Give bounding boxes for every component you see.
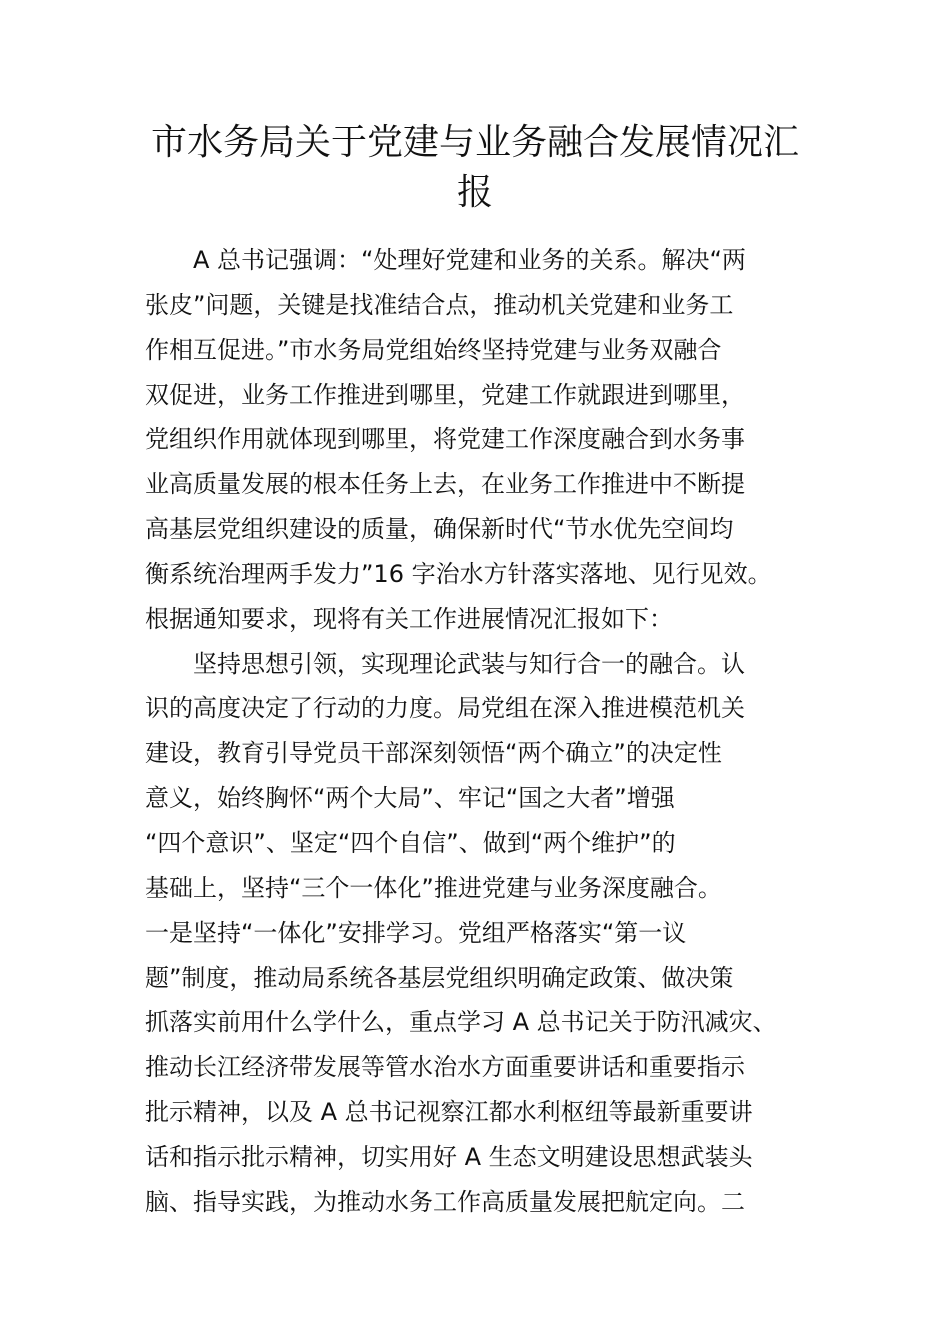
body-line: 坚持思想引领，实现理论武装与知行合一的融合。认 — [193, 650, 745, 678]
body-line: 建设，教育引导党员干部深刻领悟“两个确立”的决定性 — [145, 739, 722, 767]
body-line: 意义，始终胸怀“两个大局”、牢记“国之大者”增强 — [145, 784, 675, 812]
body-line: 高基层党组织建设的质量，确保新时代“节水优先空间均 — [145, 515, 734, 543]
body-line: 推动长江经济带发展等管水治水方面重要讲话和重要指示 — [145, 1053, 745, 1081]
body-line: 张皮”问题，关键是找准结合点，推动机关党建和业务工 — [145, 291, 734, 319]
body-line: 根据通知要求，现将有关工作进展情况汇报如下： — [145, 605, 673, 633]
body-line: 作相互促进。”市水务局党组始终坚持党建与业务双融合 — [145, 336, 722, 364]
body-line: 业高质量发展的根本任务上去，在业务工作推进中不断提 — [145, 470, 745, 498]
body-line: 抓落实前用什么学什么，重点学习 A 总书记关于防汛减灾、 — [145, 1008, 777, 1036]
document-title: 市水务局关于党建与业务融合发展情况汇报 — [150, 122, 799, 213]
body-line: 话和指示批示精神，切实用好 A 生态文明建设思想武装头 — [145, 1143, 753, 1171]
body-line: 党组织作用就体现到哪里，将党建工作深度融合到水务事 — [145, 425, 745, 453]
body-line: 衡系统治理两手发力”16 字治水方针落实落地、见行见效。 — [145, 560, 772, 588]
body-line: 批示精神，以及 A 总书记视察江都水利枢纽等最新重要讲 — [145, 1098, 753, 1126]
body-line: A 总书记强调：“处理好党建和业务的关系。解决“两 — [193, 246, 746, 274]
body-line: 题”制度，推动局系统各基层党组织明确定政策、做决策 — [145, 964, 734, 992]
body-line: 基础上，坚持“三个一体化”推进党建与业务深度融合。 — [145, 874, 722, 902]
body-line: 双促进，业务工作推进到哪里，党建工作就跟进到哪里， — [145, 381, 745, 409]
body-line: 识的高度决定了行动的力度。局党组在深入推进模范机关 — [145, 694, 745, 722]
body-line: “四个意识”、坚定“四个自信”、做到“两个维护”的 — [145, 829, 676, 857]
body-line: 脑、指导实践，为推动水务工作高质量发展把航定向。二 — [145, 1188, 745, 1216]
body-line: 一是坚持“一体化”安排学习。党组严格落实“第一议 — [145, 919, 687, 947]
